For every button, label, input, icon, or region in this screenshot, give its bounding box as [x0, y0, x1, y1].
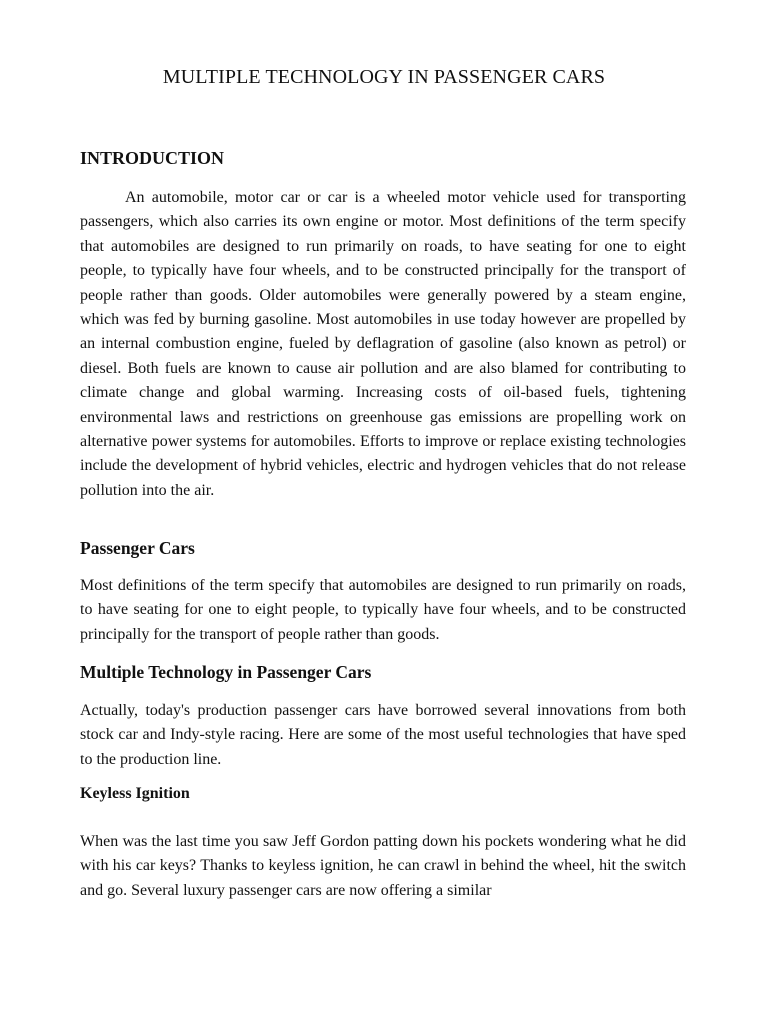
keyless-ignition-paragraph: When was the last time you saw Jeff Gordon patting down his pockets wondering what he did with his car keys? Thanks to keyless ignition, he can crawl in behind the wheel, hit the switch and go. Several luxury passenger cars are now offering a similar — [80, 833, 686, 899]
introduction-heading: INTRODUCTION — [80, 148, 225, 168]
document-title: MULTIPLE TECHNOLOGY IN PASSENGER CARS — [162, 66, 606, 88]
multiple-technology-heading: Multiple Technology in Passenger Cars — [80, 662, 372, 682]
passenger-cars-heading: Passenger Cars — [80, 538, 195, 558]
keyless-ignition-heading: Keyless Ignition — [80, 785, 190, 802]
multiple-technology-paragraph: Actually, today's production passenger cars have borrowed several innovations from both stock car and Indy-style racing. Here are some of the most useful technologies that have sped to the production line. — [80, 702, 686, 768]
introduction-paragraph: An automobile, motor car or car is a wheeled motor vehicle used for transporting passengers, which also carries its own engine or motor. Most definitions of the term specify that automobiles are designed to run primarily on roads, to have seating for one to eight people, to typically have four wheels, and to be constructed principally for the transport of people rather than goods. Older automobiles were generally powered by a steam engine, which was fed by burning gasoline. Most automobiles in use today however are propelled by an internal combustion engine, fueled by deflagration of gasoline (also known as petrol) or diesel. Both fuels are known to cause air pollution and are also blamed for contributing to climate change and global warming. Increasing costs of oil-based fuels, tightening environmental laws and restrictions on greenhouse gas emissions are propelling work on alternative power systems for automobiles. Efforts to improve or replace existing technologies include the development of hybrid vehicles, electric and hydrogen vehicles that do not release pollution into the air. — [80, 189, 686, 499]
passenger-cars-paragraph: Most definitions of the term specify that automobiles are designed to run primarily on roads, to have seating for one to eight people, to typically have four wheels, and to be constructed principally for the transport of people rather than goods. — [80, 577, 686, 643]
